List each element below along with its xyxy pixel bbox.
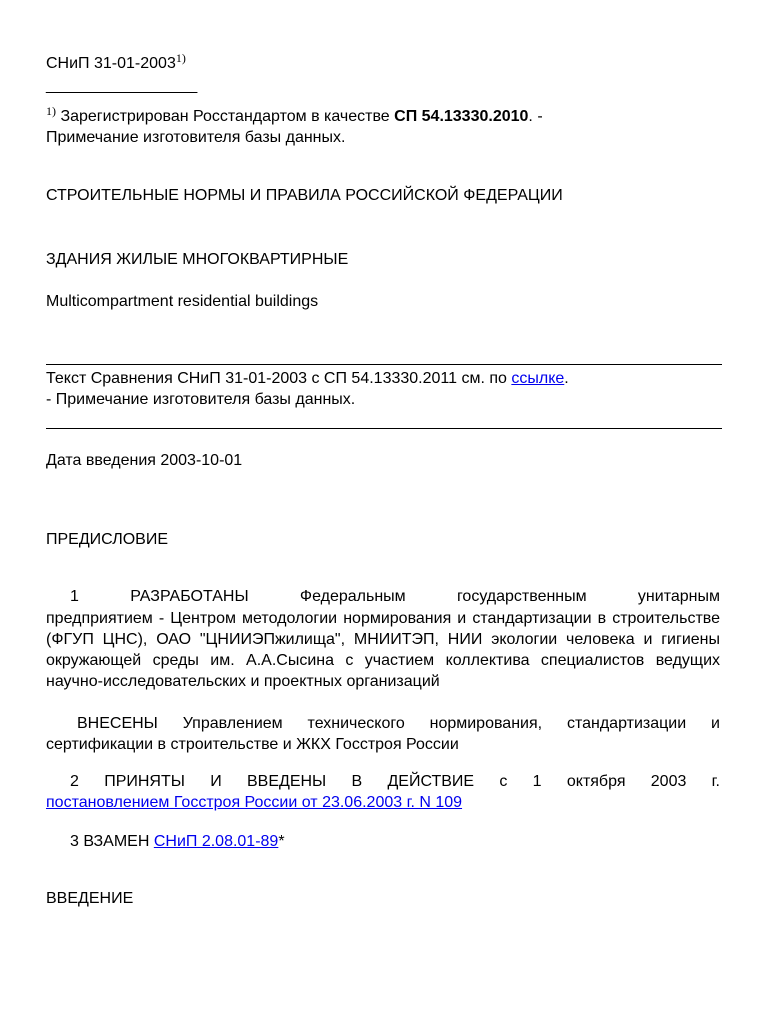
item2-word: с	[499, 773, 508, 790]
doc-code-line	[46, 51, 186, 74]
item1-word: 1	[70, 588, 79, 605]
preface-item-2	[46, 772, 720, 813]
item1-word: РАЗРАБОТАНЫ	[130, 588, 249, 605]
introduction-date: Дата введения 2003-10-01	[46, 452, 243, 469]
item2-word: ВВЕДЕНЫ	[246, 773, 327, 790]
main-title: СТРОИТЕЛЬНЫЕ НОРМЫ И ПРАВИЛА РОССИЙСКОЙ ФЕДЕРАЦИИ	[46, 187, 563, 204]
item2-first-line	[46, 772, 720, 792]
subject-title: ЗДАНИЯ ЖИЛЫЕ МНОГОКВАРТИРНЫЕ	[46, 251, 349, 268]
footnote-bold: СП 54.13330.2010	[394, 108, 529, 125]
item1-word: государственным	[456, 588, 587, 605]
item2-word: ПРИНЯТЫ	[104, 773, 185, 790]
item2-word: В	[351, 773, 363, 790]
doc-footnote-mark: 1)	[175, 51, 186, 65]
note-line1	[46, 369, 726, 389]
item1-first-line	[46, 587, 720, 607]
footnote-mark: 1)	[46, 104, 56, 118]
comparison-link[interactable]: ссылке	[511, 370, 565, 387]
item1-word: унитарным	[637, 588, 720, 605]
item2-word: октября	[566, 773, 626, 790]
item2-word: 2	[70, 773, 79, 790]
snip-2-08-01-89-link[interactable]: СНиП 2.08.01-89	[153, 833, 279, 850]
preface-item-3	[70, 832, 285, 852]
item2-word: 1	[532, 773, 542, 790]
note-rule-bottom	[46, 412, 722, 429]
doc-code: СНиП 31-01-2003	[46, 55, 176, 72]
item2-second-line	[46, 793, 720, 813]
introduction-heading: ВВЕДЕНИЕ	[46, 890, 134, 907]
item1-word: Федеральным	[299, 588, 406, 605]
preface-item-1	[46, 587, 720, 692]
item2-word: 2003	[650, 773, 687, 790]
note-line2: - Примечание изготовителя базы данных.	[46, 391, 356, 408]
footnote-line2: Примечание изготовителя базы данных.	[46, 129, 346, 146]
note-text-after: .	[564, 370, 569, 387]
item1-body: предприятием - Центром методологии нормирования и стандартизации в строительстве (ФГУП ЦНС), ОАО "ЦНИИЭПжилища", МНИИТЭП, НИИ экологии человека и гигиены окружающей среды им. А.А.Сысина с участием коллектива специалистов ведущих научно-исследовательских и проектных организаций	[46, 610, 720, 690]
gosstroy-resolution-link[interactable]: постановлением Госстроя России от 23.06.2003 г. N 109	[46, 794, 463, 811]
footnote-text: Зарегистрирован Росстандартом в качестве	[56, 108, 395, 125]
item2-word: ДЕЙСТВИЕ	[387, 773, 475, 790]
item2-word: г.	[711, 773, 720, 790]
footnote-text-after: . -	[528, 108, 543, 125]
english-title: Multicompartment residential buildings	[46, 293, 319, 310]
note-rule-top	[46, 348, 722, 365]
introduced-text: Управлением технического нормирования, стандартизации и сертификации в строительстве и ЖКХ Госстроя России	[46, 715, 720, 753]
introduced-by	[46, 713, 720, 755]
footnote-separator: _________________	[46, 77, 198, 94]
footnote	[46, 104, 726, 127]
preface-heading: ПРЕДИСЛОВИЕ	[46, 531, 168, 548]
item3-text: 3 ВЗАМЕН	[70, 833, 154, 850]
item3-suffix: *	[278, 833, 285, 850]
item2-word: И	[210, 773, 222, 790]
introduced-label: ВНЕСЕНЫ	[77, 715, 158, 732]
note-text: Текст Сравнения СНиП 31-01-2003 с СП 54.13330.2011 см. по	[46, 370, 512, 387]
